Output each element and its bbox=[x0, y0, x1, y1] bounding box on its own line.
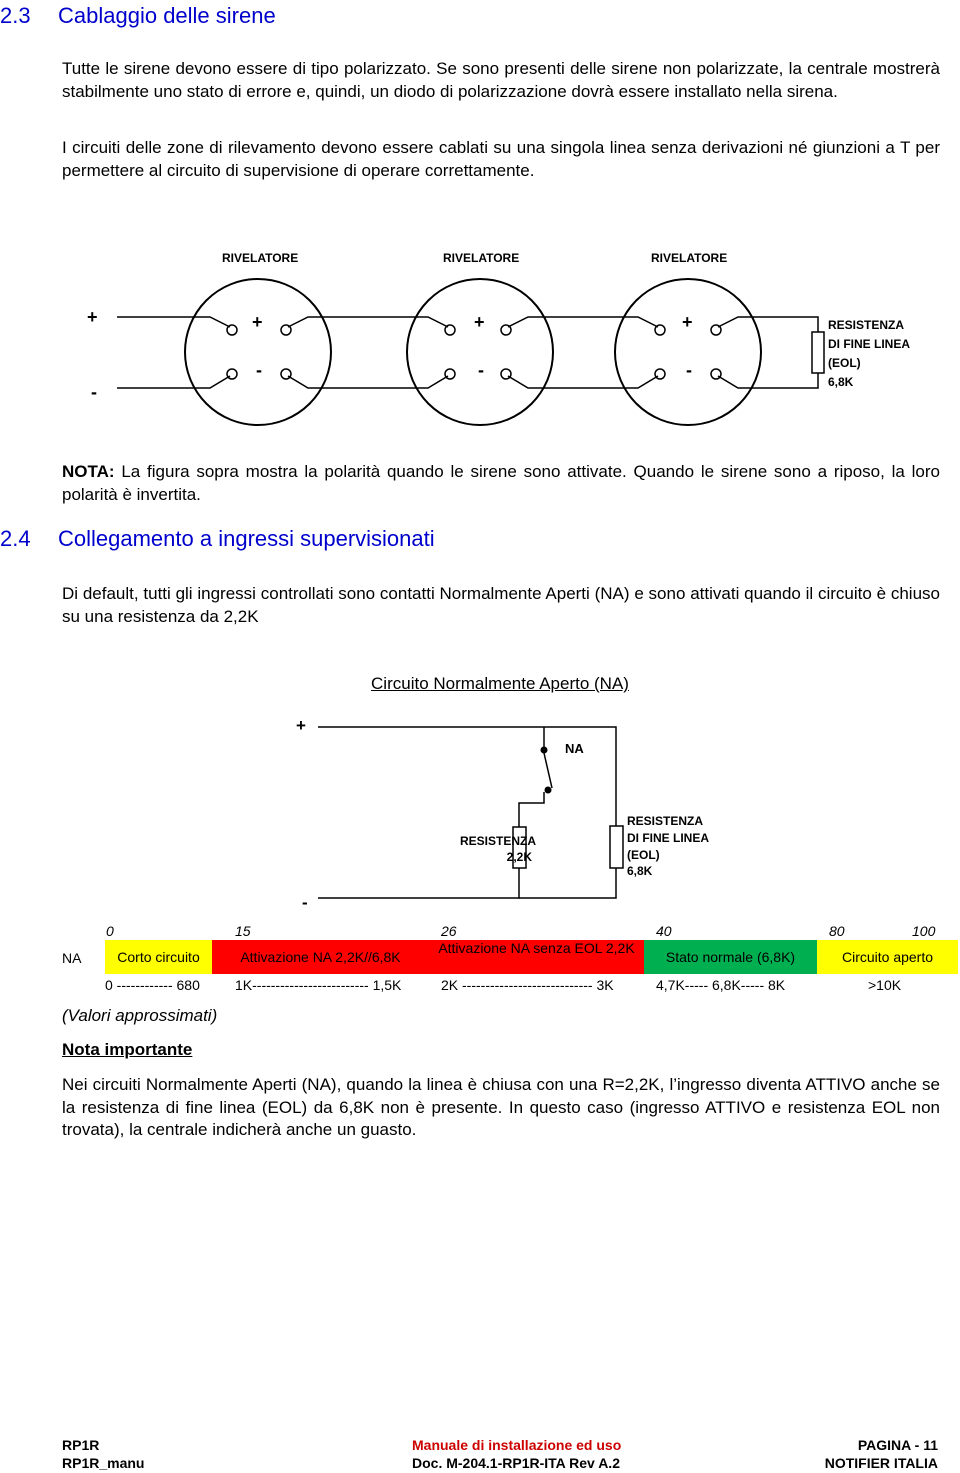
section-heading-2-3 bbox=[0, 3, 276, 29]
scale-value: 80 bbox=[829, 923, 845, 939]
negative-wire bbox=[318, 868, 519, 898]
band-short-circuit: Corto circuito bbox=[105, 940, 212, 974]
positive-wire bbox=[718, 317, 818, 332]
range-value: 2K ---------------------------- 3K bbox=[441, 977, 614, 993]
plus-sign: + bbox=[252, 312, 263, 332]
eol-resistor-symbol bbox=[610, 826, 623, 868]
resistor-label-line: RESISTENZA bbox=[460, 834, 537, 848]
eol-resistor-symbol bbox=[812, 332, 824, 373]
negative-wire bbox=[519, 868, 616, 898]
important-heading: Nota importante bbox=[62, 1040, 193, 1059]
eol-label-line: (EOL) bbox=[828, 356, 861, 370]
section-title: Cablaggio delle sirene bbox=[58, 3, 276, 28]
switch-label: NA bbox=[565, 741, 584, 756]
footer-manual-code: RP1R_manu bbox=[62, 1455, 145, 1471]
detector-label: RIVELATORE bbox=[651, 251, 728, 265]
range-value: 1K------------------------- 1,5K bbox=[235, 977, 402, 993]
eol-label-line: 6,8K bbox=[627, 864, 653, 878]
footer-product: RP1R bbox=[62, 1437, 100, 1453]
minus-sign: - bbox=[256, 360, 262, 380]
paragraph-zone-wiring: I circuiti delle zone di rilevamento devono essere cablati su una singola linea senza derivazioni né giunzioni a T per permettere al circuito di supervisione di operare correttamente. bbox=[62, 138, 940, 180]
paragraph-sirens-polarized: Tutte le sirene devono essere di tipo polarizzato. Se sono presenti delle sirene non polarizzate, la centrale mostrerà stabilmente uno stato di errore e, quindi, un diodo di polarizzazione dovrà essere installato nella sirena. bbox=[62, 59, 940, 101]
footer-manual-title: Manuale di installazione ed uso bbox=[412, 1437, 622, 1453]
eol-label-line: 6,8K bbox=[828, 375, 854, 389]
negative-wire bbox=[508, 376, 658, 388]
footer-doc-ref: Doc. M-204.1-RP1R-ITA Rev A.2 bbox=[412, 1455, 620, 1471]
range-value: >10K bbox=[868, 977, 902, 993]
note-label: NOTA: bbox=[62, 462, 115, 481]
detector-wiring-diagram bbox=[0, 240, 960, 430]
footer-page-number: PAGINA - 11 bbox=[857, 1437, 938, 1453]
negative-wire bbox=[117, 376, 230, 388]
positive-wire bbox=[508, 317, 658, 327]
section-title: Collegamento a ingressi supervisionati bbox=[58, 526, 435, 551]
scale-value: 40 bbox=[656, 923, 672, 939]
scale-value: 100 bbox=[912, 923, 936, 939]
minus-sign: - bbox=[478, 360, 484, 380]
note-paragraph bbox=[62, 461, 940, 506]
section-number: 2.3 bbox=[0, 3, 31, 28]
paragraph-default-inputs: Di default, tutti gli ingressi controllati sono contatti Normalmente Aperti (NA) e sono attivati quando il circuito è chiuso su una resistenza da 2,2K bbox=[62, 584, 940, 626]
plus-sign: + bbox=[87, 307, 98, 327]
switch-wire bbox=[519, 792, 544, 827]
positive-wire bbox=[288, 317, 448, 327]
section-heading-2-4 bbox=[0, 526, 435, 552]
negative-wire bbox=[288, 376, 448, 388]
band-open-circuit: Circuito aperto bbox=[817, 940, 958, 974]
scale-value: 15 bbox=[235, 923, 251, 939]
eol-label-line: DI FINE LINEA bbox=[627, 831, 710, 845]
positive-wire bbox=[117, 317, 230, 327]
range-value: 0 ------------ 680 bbox=[105, 977, 200, 993]
switch-blade bbox=[544, 753, 552, 788]
footer-company: NOTIFIER ITALIA bbox=[824, 1455, 938, 1471]
band-na-activation-no-eol: Attivazione NA senza EOL 2,2K bbox=[429, 940, 644, 974]
resistor-label-line: 2,2K bbox=[506, 850, 532, 864]
eol-label-line: (EOL) bbox=[627, 848, 660, 862]
plus-sign: + bbox=[474, 312, 485, 332]
plus-sign: + bbox=[296, 716, 306, 735]
detector-circle bbox=[407, 279, 553, 425]
scale-value: 0 bbox=[106, 923, 114, 939]
important-paragraph: Nei circuiti Normalmente Aperti (NA), quando la linea è chiusa con una R=2,2K, l’ingresso diventa ATTIVO anche se la resistenza di fine linea (EOL) da 6,8K non è presente. In questo caso (ingresso ATTIVO e resistenza EOL non trovata), la centrale indicherà anche un guasto. bbox=[62, 1075, 940, 1139]
negative-wire bbox=[718, 373, 818, 388]
plus-sign: + bbox=[682, 312, 693, 332]
approx-note: (Valori approssimati) bbox=[62, 1006, 218, 1025]
detector-circle bbox=[615, 279, 761, 425]
minus-sign: - bbox=[302, 893, 308, 912]
na-diagram-title: Circuito Normalmente Aperto (NA) bbox=[371, 674, 629, 693]
range-value: 4,7K----- 6,8K----- 8K bbox=[656, 977, 786, 993]
na-circuit-diagram bbox=[0, 710, 960, 915]
band-na-activation-eol: Attivazione NA 2,2K//6,8K bbox=[212, 940, 429, 974]
eol-label-line: RESISTENZA bbox=[828, 318, 905, 332]
detector-circle bbox=[185, 279, 331, 425]
section-number: 2.4 bbox=[0, 526, 31, 551]
detector-label: RIVELATORE bbox=[443, 251, 520, 265]
scale-value: 26 bbox=[441, 923, 457, 939]
eol-label-line: DI FINE LINEA bbox=[828, 337, 911, 351]
detector-label: RIVELATORE bbox=[222, 251, 299, 265]
table-row-label: NA bbox=[62, 950, 82, 966]
minus-sign: - bbox=[91, 382, 97, 402]
eol-label-line: RESISTENZA bbox=[627, 814, 704, 828]
band-normal-state: Stato normale (6,8K) bbox=[644, 940, 817, 974]
note-text: La figura sopra mostra la polarità quando le sirene sono attivate. Quando le sirene sono a riposo, la loro polarità è invertita. bbox=[62, 462, 940, 504]
minus-sign: - bbox=[686, 360, 692, 380]
